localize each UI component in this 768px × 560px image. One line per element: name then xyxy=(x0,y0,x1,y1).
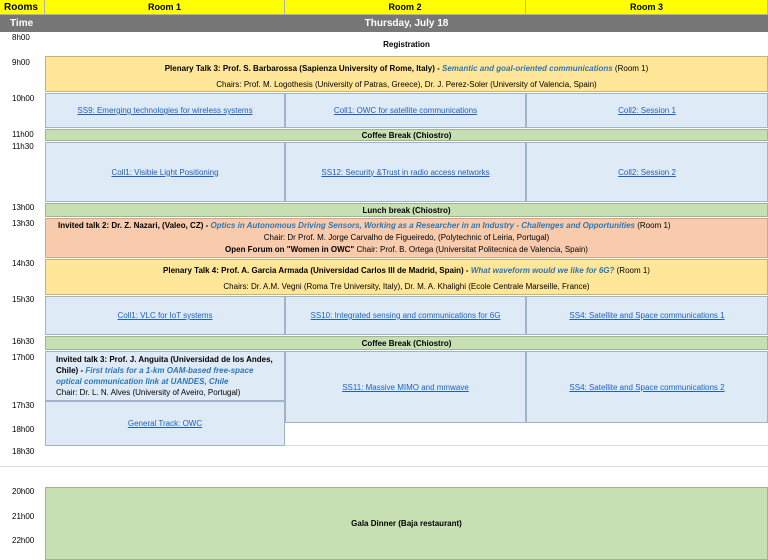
session-11h30-room2[interactable] xyxy=(285,142,526,202)
plenary4-room: (Room 1) xyxy=(614,266,650,275)
session-link[interactable]: General Track: OWC xyxy=(127,419,203,428)
session-link[interactable]: SS9: Emerging technologies for wireless systems xyxy=(77,106,253,115)
time-label: 14h30 xyxy=(12,259,35,268)
session-11h30-room1[interactable] xyxy=(45,142,285,202)
grid-line xyxy=(285,445,768,446)
invited2-title: Invited talk 2: Dr. Z. Nazari, (Valeo, CZ) - xyxy=(58,221,211,230)
session-11h30-room3[interactable] xyxy=(526,142,768,202)
session-15h30-room1[interactable] xyxy=(45,296,285,335)
session-link[interactable]: SS4: Satellite and Space communications 1 xyxy=(569,311,725,320)
time-label: 8h00 xyxy=(12,33,30,42)
invited3-title: Invited talk 3: Prof. J. Anguita (Universidad de los Andes, Chile) - xyxy=(56,355,273,375)
time-label: 17h30 xyxy=(12,401,35,410)
session-link[interactable]: Coll1: OWC for satellite communications xyxy=(333,106,478,115)
time-label: 18h30 xyxy=(12,447,35,456)
time-label: 22h00 xyxy=(12,536,35,545)
room3-header: Room 3 xyxy=(526,0,768,15)
session-link[interactable]: SS11: Massive MIMO and mmwave xyxy=(342,382,469,392)
session-link[interactable]: Coll2: Session 1 xyxy=(618,106,676,115)
time-label: 17h00 xyxy=(12,353,35,362)
session-10h-room3[interactable] xyxy=(526,93,768,128)
room1-header: Room 1 xyxy=(45,0,285,15)
time-label: 11h30 xyxy=(12,142,34,151)
time-label: 9h00 xyxy=(12,58,30,67)
invited3-topic: First trials for a 1-km OAM-based free-space optical communication link at UANDES, Chile xyxy=(56,366,254,386)
plenary-talk-3 xyxy=(45,56,768,92)
invited3-chair: Chair: Dr. L. N. Alves (University of Aveiro, Portugal) xyxy=(56,388,241,397)
time-label: 11h00 xyxy=(12,130,34,139)
plenary3-topic: Semantic and goal-oriented communications xyxy=(442,64,613,73)
time-label: 20h00 xyxy=(12,487,35,496)
general-track-room1[interactable] xyxy=(45,401,285,446)
coffee-break-1: Coffee Break (Chiostro) xyxy=(45,129,768,141)
plenary3-title: Plenary Talk 3: Prof. S. Barbarossa (Sapienza University of Rome, Italy) - xyxy=(164,64,442,73)
session-10h-room1[interactable] xyxy=(45,93,285,128)
coffee-break-2: Coffee Break (Chiostro) xyxy=(45,336,768,350)
plenary4-title: Plenary Talk 4: Prof. A. Garcia Armada (Universidad Carlos III de Madrid, Spain) - xyxy=(163,266,471,275)
invited2-topic: Optics in Autonomous Driving Sensors, Working as a Researcher in an Industry - Challenges and Opportunities xyxy=(210,221,636,230)
invited-talk-2 xyxy=(45,218,768,258)
registration: Registration xyxy=(45,33,768,55)
session-link[interactable]: SS4: Satellite and Space communications 2 xyxy=(569,382,725,392)
session-17h-room3[interactable] xyxy=(526,351,768,423)
gala-dinner: Gala Dinner (Baja restaurant) xyxy=(45,487,768,560)
rooms-header: Rooms xyxy=(0,0,45,15)
time-label: 15h30 xyxy=(12,295,35,304)
forum-chair: Chair: Prof. B. Ortega (Universitat Politecnica de Valencia, Spain) xyxy=(354,245,588,254)
time-label: 21h00 xyxy=(12,512,35,521)
room2-header: Room 2 xyxy=(285,0,526,15)
plenary4-topic: What waveform would we like for 6G? xyxy=(470,266,615,275)
time-label: 10h00 xyxy=(12,94,35,103)
session-17h-room2[interactable] xyxy=(285,351,526,423)
session-link[interactable]: SS10: Integrated sensing and communications for 6G xyxy=(310,311,501,320)
time-header: Time xyxy=(0,15,45,32)
lunch-break: Lunch break (Chiostro) xyxy=(45,203,768,217)
time-label: 18h00 xyxy=(12,425,35,434)
date-banner: Thursday, July 18 xyxy=(45,15,768,32)
invited-talk-3 xyxy=(45,351,285,401)
invited2-room: (Room 1) xyxy=(635,221,671,230)
session-link[interactable]: Coll1: Visible Light Positioning xyxy=(111,167,219,177)
session-link[interactable]: Coll2: Session 2 xyxy=(618,167,676,177)
session-link[interactable]: SS12: Security &Trust in radio access networks xyxy=(321,167,490,177)
time-label: 13h30 xyxy=(12,219,35,228)
session-10h-room2[interactable] xyxy=(285,93,526,128)
grid-line xyxy=(0,466,768,467)
forum-title: Open Forum on "Women in OWC" xyxy=(225,245,355,254)
session-15h30-room2[interactable] xyxy=(285,296,526,335)
session-15h30-room3[interactable] xyxy=(526,296,768,335)
plenary-talk-4 xyxy=(45,259,768,295)
session-link[interactable]: Coll1: VLC for IoT systems xyxy=(117,311,213,320)
time-label: 16h30 xyxy=(12,337,35,346)
plenary3-chairs: Chairs: Prof. M. Logothesis (University of Patras, Greece), Dr. J. Perez-Soler (University of Valencia, Spain) xyxy=(216,80,597,89)
plenary3-room: (Room 1) xyxy=(612,64,649,73)
time-label: 13h00 xyxy=(12,203,35,212)
invited2-chair: Chair: Dr Prof. M. Jorge Carvalho de Figueiredo, (Polytechnic of Leiria, Portugal) xyxy=(263,233,550,242)
plenary4-chairs: Chairs: Dr. A.M. Vegni (Roma Tre University, Italy), Dr. M. A. Khalighi (Ecole Centrale Marseille, France) xyxy=(223,282,590,291)
